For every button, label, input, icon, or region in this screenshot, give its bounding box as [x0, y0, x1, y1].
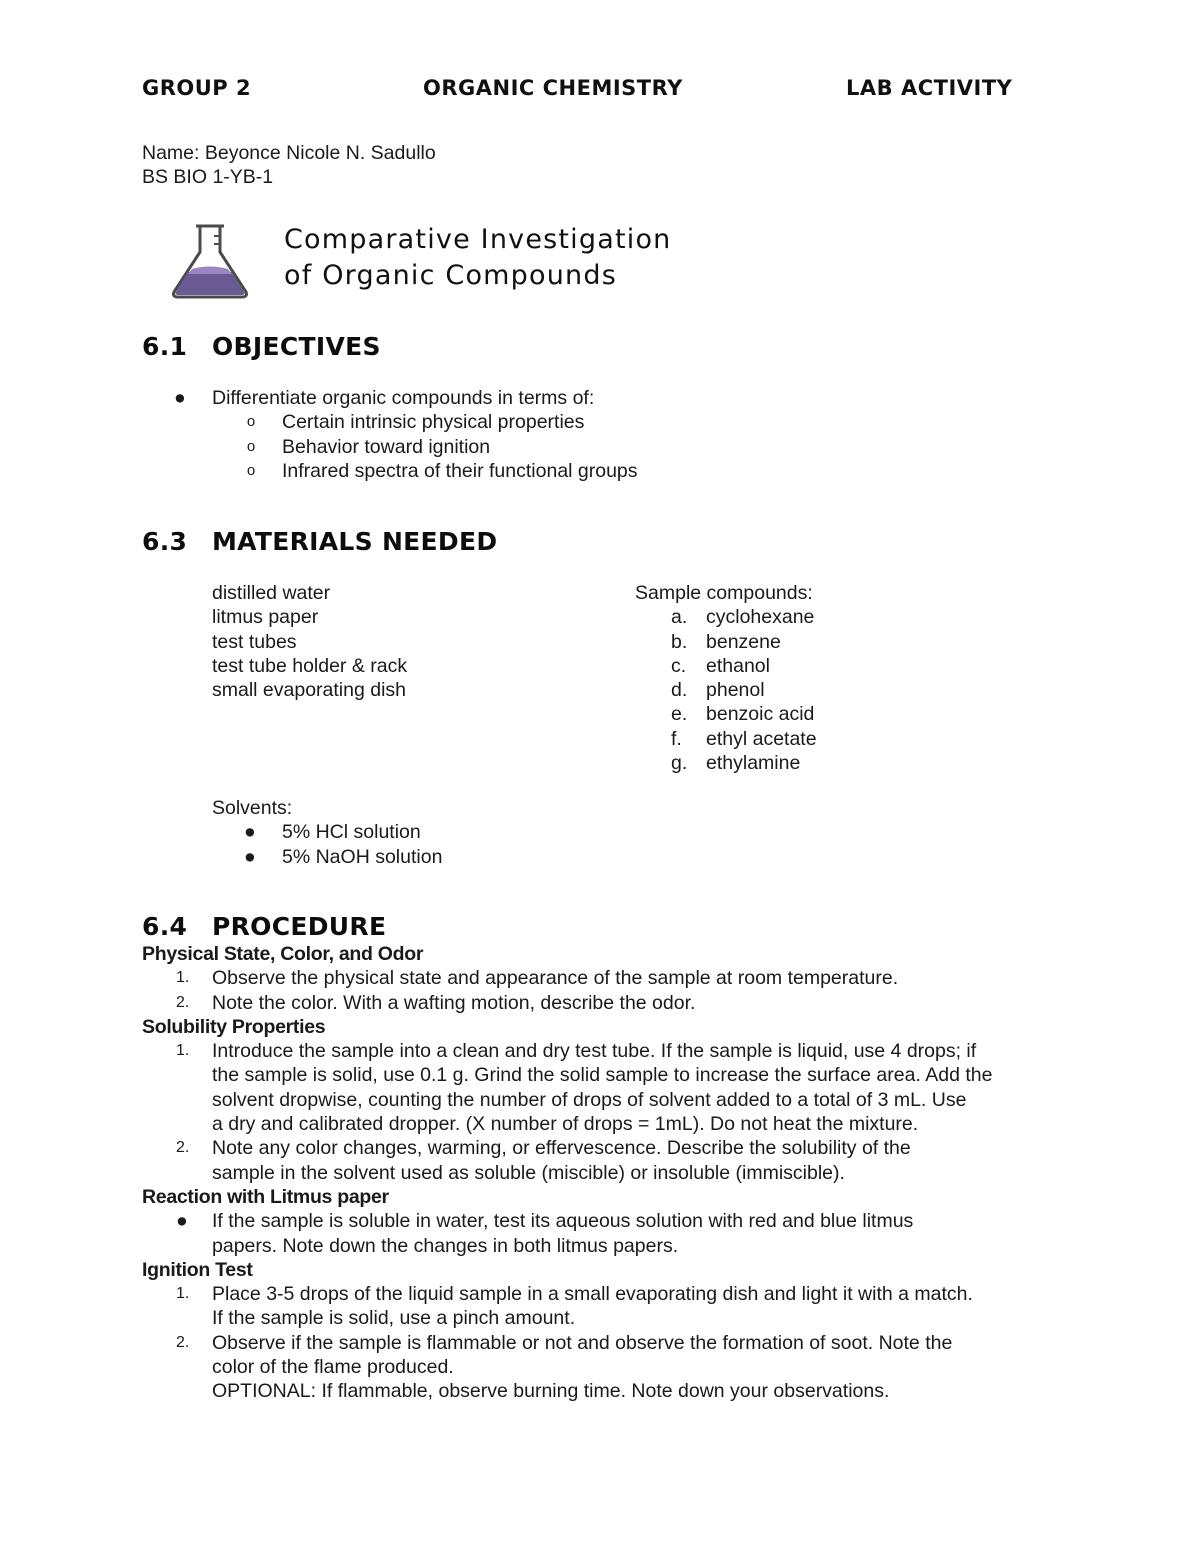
circle-bullet-icon: o: [246, 413, 256, 431]
objectives-list: [142, 386, 1042, 483]
solvent-item: ● 5% NaOH solution: [244, 845, 443, 868]
procedure-body: [142, 942, 1082, 1404]
litmus-subheading: Reaction with Litmus paper: [142, 1185, 389, 1208]
procedure-title: PROCEDURE: [212, 912, 387, 941]
procedure-step: 1. Introduce the sample into a clean and dry test tube. If the sample is liquid, use 4 drops; if the sample is solid, use 0.1 g. Grind the solid sample to increase the surface area. Add the solvent dropwise, counting the number of drops of solvent added to a total of 3 mL. Use a dry and calibrated dropper. (X number of drops = 1mL). Do not heat the mixture.: [176, 1040, 993, 1136]
sample-item: g. ethylamine: [671, 752, 801, 775]
objectives-heading: [142, 332, 381, 361]
sample-item: d. phenol: [671, 679, 765, 702]
objective-item: o Behavior toward ignition: [246, 435, 491, 458]
header-group: GROUP 2: [142, 76, 252, 100]
solubility-subheading: Solubility Properties: [142, 1015, 326, 1038]
title-line-1: Comparative Investigation: [284, 224, 672, 255]
materials-title: MATERIALS NEEDED: [212, 527, 498, 556]
solvent-item: ● 5% HCl solution: [244, 821, 421, 844]
header-subject: ORGANIC CHEMISTRY: [423, 76, 683, 100]
procedure-number: 6.4: [142, 912, 188, 941]
objectives-number: 6.1: [142, 332, 188, 361]
header-activity: LAB ACTIVITY: [846, 76, 1013, 100]
solvents-list: [212, 796, 443, 869]
physical-subheading: Physical State, Color, and Odor: [142, 943, 424, 965]
bullet-icon: ●: [244, 845, 256, 868]
student-info: [142, 141, 436, 190]
flask-icon: [168, 222, 252, 300]
material-item: small evaporating dish: [212, 679, 407, 702]
procedure-step: 2. Note the color. With a wafting motion, describe the odor.: [176, 991, 696, 1014]
document-title: [284, 222, 672, 294]
sample-compounds: [635, 581, 817, 775]
material-item: litmus paper: [212, 606, 319, 629]
student-program: BS BIO 1-YB-1: [142, 166, 274, 189]
material-item: distilled water: [212, 582, 331, 604]
sample-item: b. benzene: [671, 630, 781, 653]
solvents-label: Solvents:: [212, 797, 293, 819]
circle-bullet-icon: o: [246, 437, 256, 455]
procedure-step: 1. Place 3-5 drops of the liquid sample in a small evaporating dish and light it with a match. If the sample is solid, use a pinch amount.: [176, 1283, 973, 1330]
bullet-icon: ●: [174, 387, 186, 409]
bullet-icon: ●: [244, 821, 256, 844]
circle-bullet-icon: o: [246, 461, 256, 479]
sample-item: a. cyclohexane: [671, 606, 815, 629]
material-item: test tube holder & rack: [212, 654, 408, 677]
objective-item: o Certain intrinsic physical properties: [246, 411, 585, 434]
procedure-step: 2. Note any color changes, warming, or effervescence. Describe the solubility of the sample in the solvent used as soluble (miscible) or insoluble (immiscible).: [176, 1137, 911, 1184]
sample-item: e. benzoic acid: [671, 703, 815, 726]
materials-number: 6.3: [142, 527, 188, 556]
objectives-title: OBJECTIVES: [212, 332, 381, 361]
procedure-step: 2. Observe if the sample is flammable or not and observe the formation of soot. Note the color of the flame produced. OPTIONAL: If flammable, observe burning time. Note down your observations.: [176, 1331, 953, 1403]
sample-compounds-label: Sample compounds:: [635, 582, 813, 604]
materials-heading: [142, 527, 497, 556]
title-line-2: of Organic Compounds: [284, 260, 617, 291]
procedure-step: ● If the sample is soluble in water, test its aqueous solution with red and blue litmus papers. Note down the changes in both litmus papers.: [176, 1210, 914, 1257]
sample-item: f. ethyl acetate: [671, 727, 817, 750]
student-name: Name: Beyonce Nicole N. Sadullo: [142, 142, 436, 164]
ignition-subheading: Ignition Test: [142, 1258, 253, 1281]
sample-item: c. ethanol: [671, 654, 770, 677]
objectives-intro: ● Differentiate organic compounds in terms of:: [174, 387, 595, 409]
procedure-step: 1. Observe the physical state and appearance of the sample at room temperature.: [176, 967, 899, 990]
objective-item: o Infrared spectra of their functional groups: [246, 459, 638, 482]
material-item: test tubes: [212, 630, 297, 653]
procedure-heading: [142, 912, 386, 941]
materials-list: [212, 581, 407, 702]
bullet-icon: ●: [176, 1210, 188, 1233]
